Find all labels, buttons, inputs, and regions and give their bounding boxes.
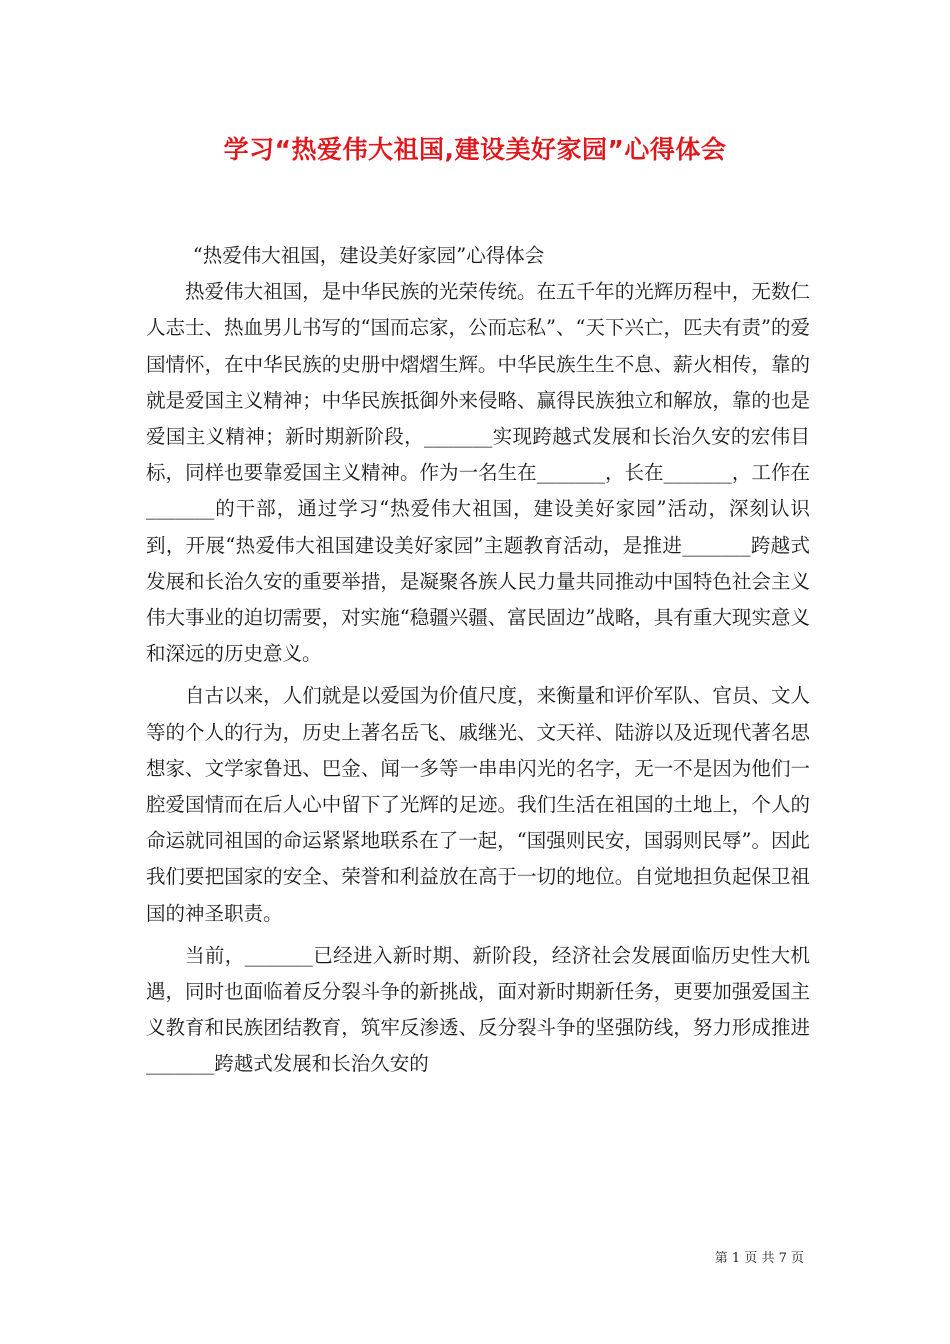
paragraph-2: 自古以来，人们就是以爱国为价值尺度，来衡量和评价军队、官员、文人等的个人的行为，历史上著名岳飞、戚继光、文天祥、陆游以及近现代著名思想家、文学家鲁迅、巴金、闻一多等一串串闪光的名字，无一不是因为他们一腔爱国情而在后人心中留下了光辉的足迹。我们生活在祖国的土地上，个人的命运就同祖国的命运紧紧地联系在了一起，“国强则民安，国弱则民辱”。因此我们要把国家的安全、荣誉和利益放在高于一切的地位。自觉地担负起保卫祖国的神圣职责。	[146, 684, 810, 925]
document-title: 学习“热爱伟大祖国,建设美好家园”心得体会	[223, 135, 727, 164]
paragraph-3: 当前，_______已经进入新时期、新阶段，经济社会发展面临历史性大机遇，同时也面临着反分裂斗争的新挑战，面对新时期新任务，更要加强爱国主义教育和民族团结教育，筑牢反渗透、反分裂斗争的坚强防线，努力形成推进_______跨越式发展和长治久安的	[146, 943, 810, 1076]
document-body	[146, 238, 810, 1083]
document-subtitle: “热爱伟大祖国，建设美好家园”心得体会	[192, 244, 545, 267]
page-number-footer: 第 1 页 共 7 页	[714, 1251, 804, 1266]
paragraph-1: 热爱伟大祖国，是中华民族的光荣传统。在五千年的光辉历程中，无数仁人志士、热血男儿书写的“国而忘家，公而忘私”、“天下兴亡，匹夫有责”的爱国情怀，在中华民族的史册中熠熠生辉。中华民族生生不息、薪火相传，靠的就是爱国主义精神；中华民族抵御外来侵略、赢得民族独立和解放，靠的也是爱国主义精神；新时期新阶段，_______实现跨越式发展和长治久安的宏伟目标，同样也要靠爱国主义精神。作为一名生在_______，长在_______，工作在_______的干部，通过学习“热爱伟大祖国，建设美好家园”活动，深刻认识到，开展“热爱伟大祖国建设美好家园”主题教育活动，是推进_______跨越式发展和长治久安的重要举措，是凝聚各族人民力量共同推动中国特色社会主义伟大事业的迫切需要，对实施“稳疆兴疆、富民固边”战略，具有重大现实意义和深远的历史意义。	[146, 280, 810, 666]
